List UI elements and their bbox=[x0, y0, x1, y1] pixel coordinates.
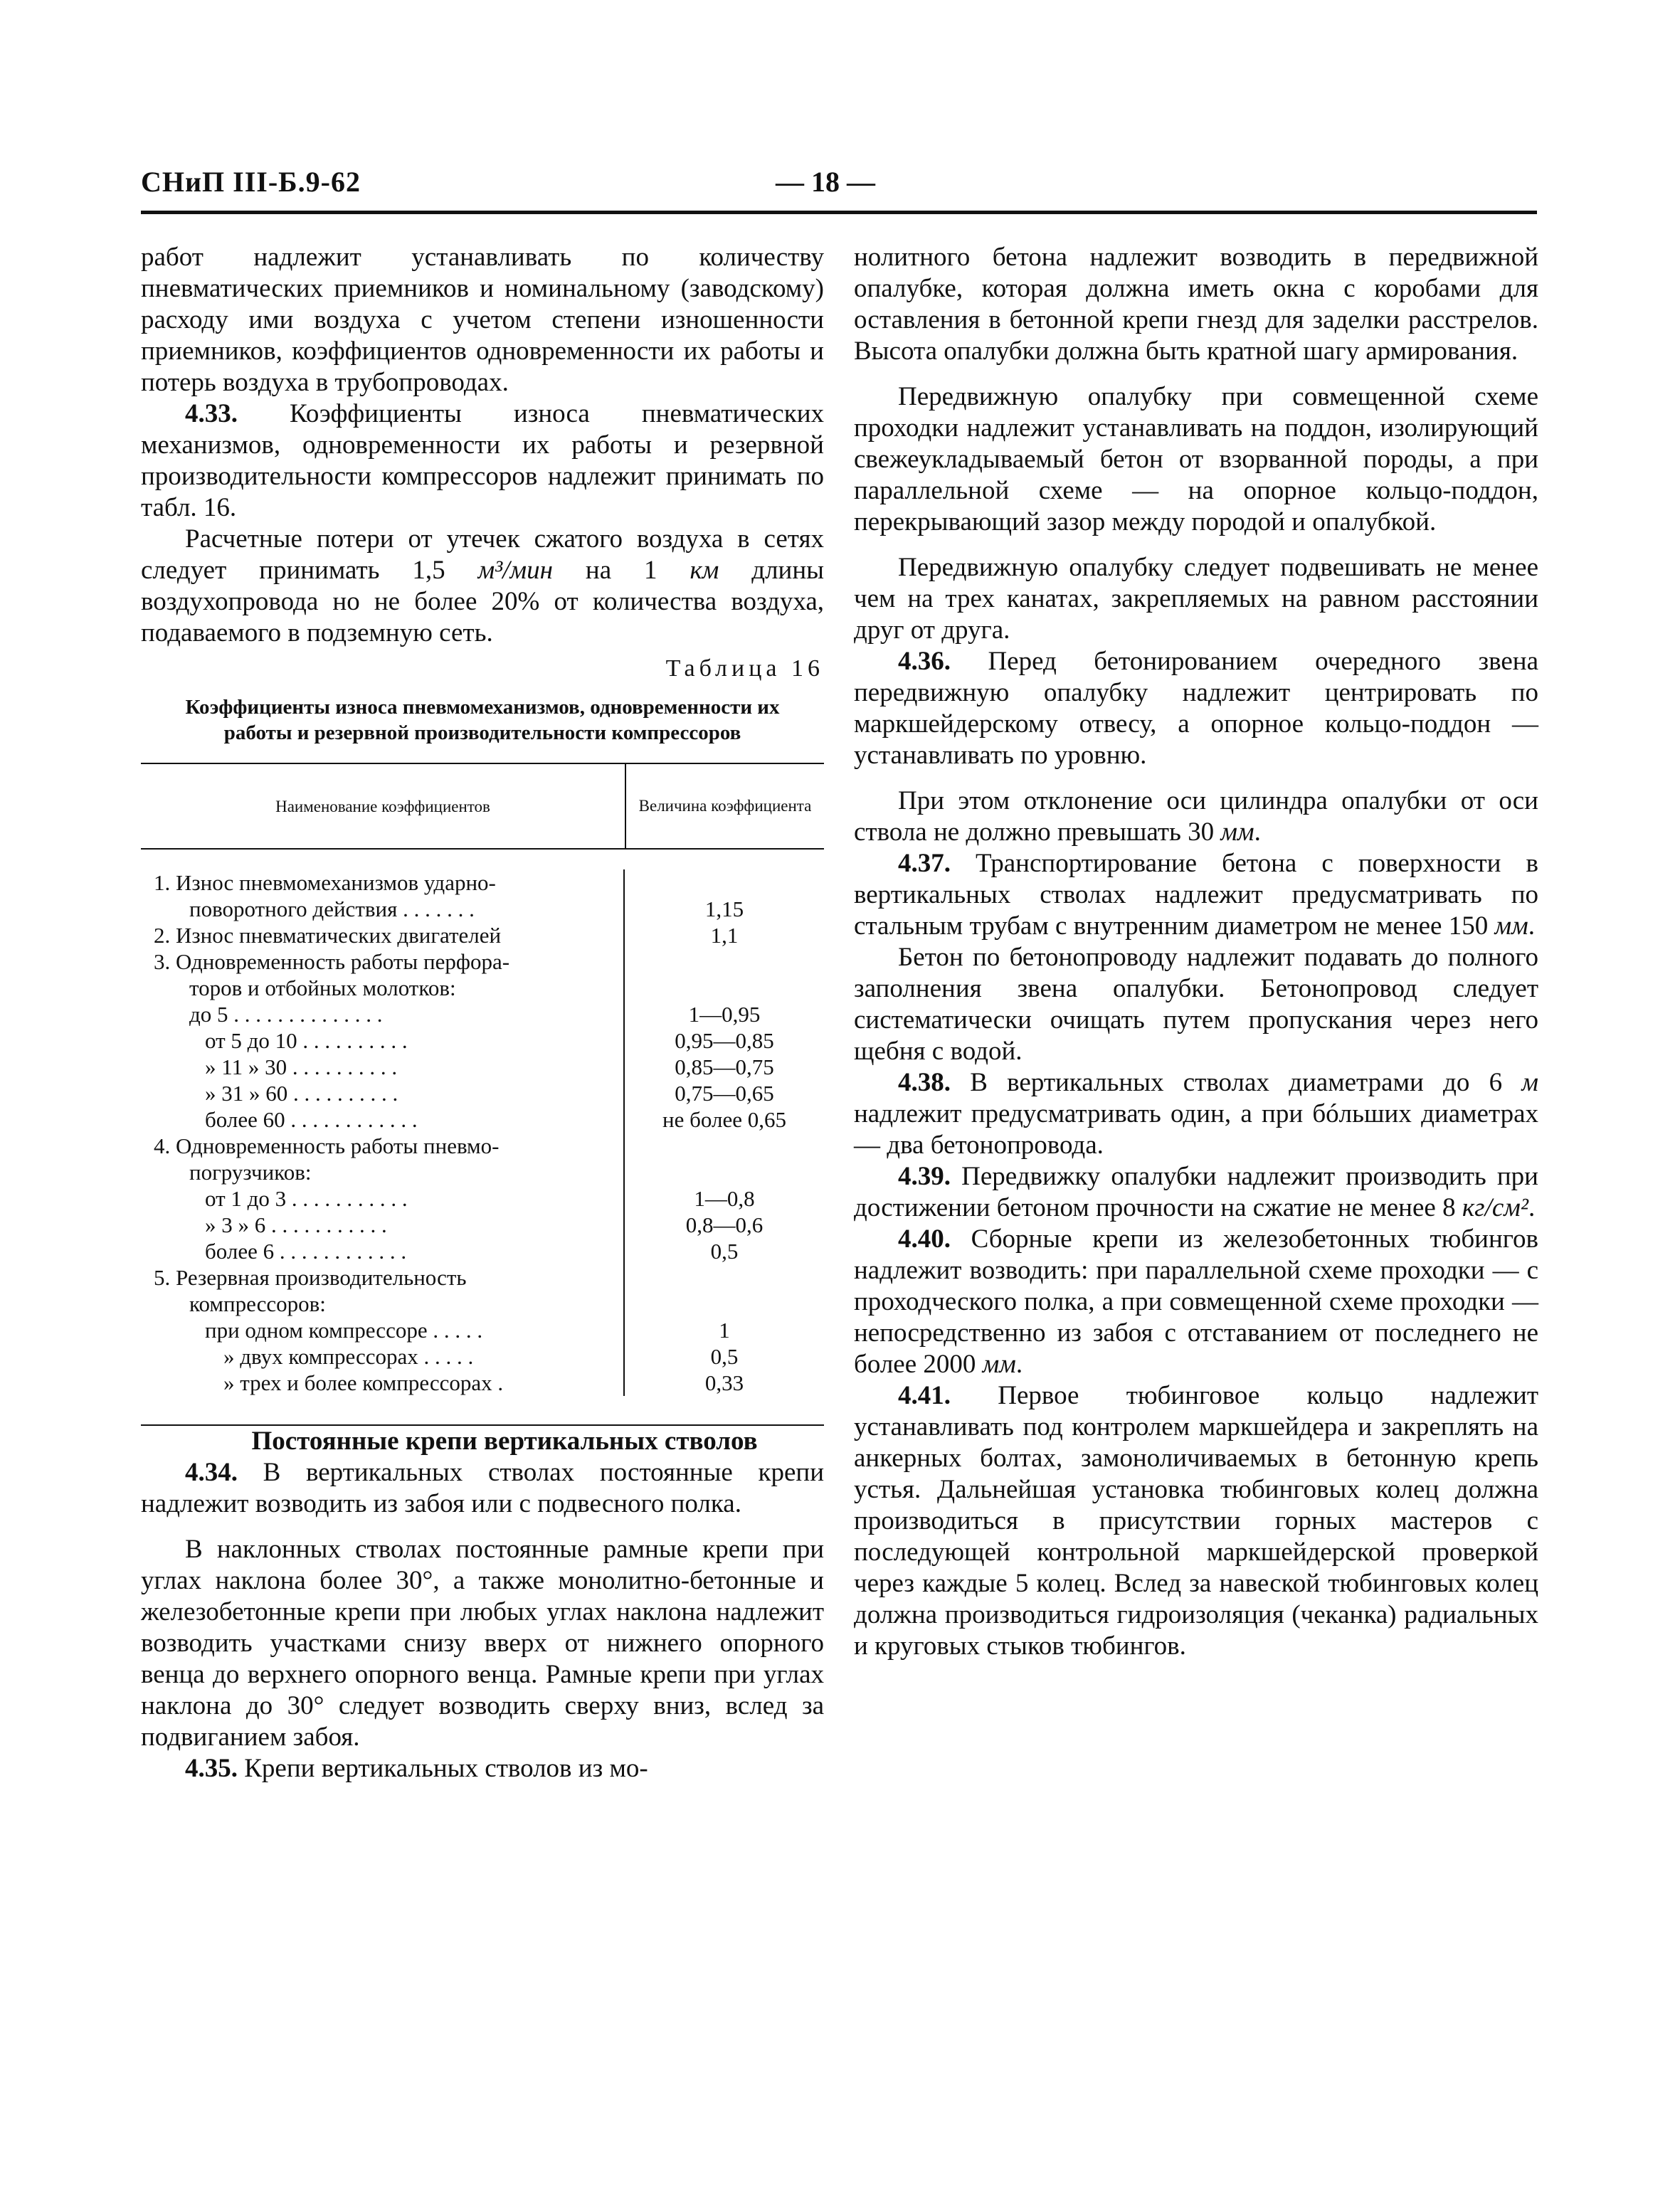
unit: м bbox=[1521, 1068, 1538, 1097]
document-code: СНиП III-Б.9-62 bbox=[141, 166, 361, 198]
page-number: — 18 — bbox=[776, 166, 875, 198]
clause-number: 4.40. bbox=[898, 1224, 951, 1254]
unit: мм bbox=[1494, 911, 1528, 941]
row-value bbox=[625, 1133, 824, 1159]
row-value: 0,85—0,75 bbox=[675, 1054, 774, 1079]
table-header bbox=[141, 764, 824, 850]
paragraph-text: Крепи вертикальных стволов из мо- bbox=[238, 1754, 648, 1783]
paragraph-text: надлежит предусматривать один, а при бóльших диаметрах — два бетонопровода. bbox=[854, 1099, 1538, 1160]
table-row bbox=[154, 948, 613, 975]
row-value bbox=[625, 948, 824, 975]
paragraph-4-37 bbox=[854, 848, 1538, 942]
table-row bbox=[154, 1080, 613, 1106]
left-column bbox=[141, 242, 824, 1784]
paragraph-4-35 bbox=[141, 1753, 824, 1784]
paragraph-text: Первое тюбинговое кольцо надлежит устанавливать под контролем маркшейдера и закреплять на анкерных болтах, замоноличиваемых в бетонную крепь устья. Дальнейшая установка тюбинговых колец должна производиться в присутствии горных мастеров с последующей контрольной маркшейдерской проверкой через каждые 5 колец. Вслед за навеской тюбинговых колец должна производиться гидроизоляция (чеканка) радиальных и круговых стыков тюбингов. bbox=[854, 1381, 1538, 1661]
paragraph-text: . bbox=[1254, 818, 1261, 847]
column-header-name: Наименование коэффициентов bbox=[141, 764, 626, 848]
row-value: 1 bbox=[719, 1318, 730, 1343]
row-label: » 31 » 60 . . . . . . . . . . bbox=[205, 1081, 398, 1106]
table-row bbox=[154, 1291, 613, 1317]
table-row bbox=[154, 1159, 613, 1185]
clause-number: 4.33. bbox=[185, 399, 238, 428]
paragraph-text: длины воздухопровода но не более 20% от количества воздуха, подаваемого в подземную сеть. bbox=[141, 556, 825, 647]
unit: км bbox=[690, 556, 719, 585]
row-label: » 3 » 6 . . . . . . . . . . . bbox=[205, 1212, 387, 1237]
row-value bbox=[625, 1159, 824, 1185]
paragraph-4-33 bbox=[141, 398, 824, 524]
row-label: поворотного действия . . . . . . . bbox=[189, 896, 475, 921]
unit: кг/см² bbox=[1462, 1193, 1528, 1222]
table-body bbox=[141, 850, 824, 1424]
table-values-column bbox=[625, 869, 824, 1396]
table-row bbox=[154, 869, 613, 896]
paragraph: Передвижную опалубку при совмещенной схеме проходки надлежит устанавливать на поддон, изолирующий свежеукладываемый бетон от взорванной породы, а при параллельной схеме — на опорное кольцо-поддон, перекрывающий зазор между породой и опалубкой. bbox=[854, 382, 1538, 536]
table-row bbox=[154, 1370, 613, 1396]
table-label: Таблица 16 bbox=[665, 655, 824, 682]
table-row bbox=[154, 1001, 613, 1027]
paragraph: работ надлежит устанавливать по количеству пневматических приемников и номинальному (заводскому) расходу ими воздуха с учетом степени изношенности приемников, коэффициентов одновременности их работы и потерь воздуха в трубопроводах. bbox=[141, 243, 824, 397]
table-row bbox=[154, 1133, 613, 1159]
paragraph-text: . bbox=[1528, 1193, 1536, 1222]
row-label: » трех и более компрессорах . bbox=[223, 1370, 504, 1395]
table-row bbox=[154, 1212, 613, 1238]
row-label: от 1 до 3 . . . . . . . . . . . bbox=[205, 1186, 408, 1211]
paragraph-4-41 bbox=[854, 1380, 1538, 1662]
row-label: от 5 до 10 . . . . . . . . . . bbox=[205, 1028, 408, 1053]
table-row bbox=[154, 1054, 613, 1080]
paragraph-text: Коэффициенты износа пневматических механизмов, одновременности их работы и резервной производительности компрессоров надлежит принимать по табл. 16. bbox=[141, 399, 824, 522]
paragraph: В наклонных стволах постоянные рамные крепи при углах наклона более 30°, а также монолитно-бетонные и железобетонные крепи при любых углах наклона надлежит возводить участками снизу вверх от нижнего опорного венца до верхнего опорного венца. Рамные крепи при углах наклона до 30° следует возводить сверху вниз, вслед за подвиганием забоя. bbox=[141, 1535, 824, 1752]
paragraph-4-36 bbox=[854, 646, 1538, 771]
table-row bbox=[154, 975, 613, 1001]
paragraph-text: В вертикальных стволах постоянные крепи надлежит возводить из забоя или с подвесного полка. bbox=[141, 1458, 824, 1518]
unit: мм bbox=[1220, 818, 1254, 847]
row-value: 1—0,8 bbox=[694, 1186, 755, 1211]
table-labels-column bbox=[141, 869, 625, 1396]
coefficients-table bbox=[141, 763, 824, 1426]
paragraph: Передвижную опалубку следует подвешивать не менее чем на трех канатах, закрепляемых на равном расстоянии друг от друга. bbox=[854, 553, 1538, 645]
row-value: 1,1 bbox=[710, 923, 739, 948]
row-label: 3. Одновременность работы перфора- bbox=[154, 949, 510, 974]
paragraph-4-40 bbox=[854, 1224, 1538, 1380]
right-column bbox=[854, 242, 1538, 1662]
row-label: торов и отбойных молотков: bbox=[189, 975, 456, 1000]
table-row bbox=[154, 1185, 613, 1212]
row-label: » 11 » 30 . . . . . . . . . . bbox=[205, 1054, 398, 1079]
row-label: компрессоров: bbox=[189, 1291, 326, 1316]
row-label: погрузчиков: bbox=[189, 1160, 312, 1185]
table-row bbox=[154, 1317, 613, 1343]
row-value bbox=[625, 1264, 824, 1291]
row-value: 0,75—0,65 bbox=[675, 1081, 774, 1106]
paragraph-text: Сборные крепи из железобетонных тюбингов надлежит возводить: при параллельной схеме проходки — с проходческого полка, а при совмещенной схеме проходки — непосредственно из забоя с отставанием от последнего не более 2000 bbox=[854, 1224, 1538, 1379]
table-row bbox=[154, 896, 613, 922]
paragraph bbox=[854, 785, 1538, 848]
clause-number: 4.36. bbox=[898, 647, 951, 676]
row-value: 0,5 bbox=[710, 1239, 739, 1264]
paragraph bbox=[141, 524, 824, 649]
table-title: Коэффициенты износа пневмомеханизмов, одновременности их работы и резервной производительности компрессоров bbox=[185, 696, 780, 744]
paragraph: Бетон по бетонопроводу надлежит подавать до полного заполнения звена опалубки. Бетонопровод следует систематически очищать путем пропускания через него щебня с водой. bbox=[854, 943, 1538, 1066]
header-rule bbox=[141, 211, 1537, 214]
clause-number: 4.34. bbox=[185, 1458, 238, 1487]
table-row bbox=[154, 1343, 613, 1370]
clause-number: 4.41. bbox=[898, 1381, 951, 1410]
table-row bbox=[154, 1238, 613, 1264]
row-value: 0,8—0,6 bbox=[685, 1212, 764, 1237]
row-label: более 6 . . . . . . . . . . . . bbox=[205, 1239, 407, 1264]
paragraph-text: . bbox=[1015, 1350, 1023, 1379]
clause-number: 4.38. bbox=[898, 1068, 951, 1097]
row-value: 1,15 bbox=[704, 896, 744, 921]
paragraph-text: Транспортирование бетона с поверхности в вертикальных стволах надлежит предусматривать по стальным трубам с внутренним диаметром не менее 150 bbox=[854, 849, 1538, 941]
row-label: 2. Износ пневматических двигателей bbox=[154, 923, 502, 948]
paragraph-text: В вертикальных стволах диаметрами до 6 bbox=[951, 1068, 1522, 1097]
row-label: до 5 . . . . . . . . . . . . . . bbox=[189, 1002, 383, 1027]
row-value bbox=[625, 1291, 824, 1317]
paragraph-text: Перед бетонированием очередного звена передвижную опалубку надлежит центрировать по маркшейдерскому отвесу, а опорное кольцо-поддон — устанавливать по уровню. bbox=[854, 647, 1538, 770]
clause-number: 4.39. bbox=[898, 1162, 951, 1191]
column-header-value: Величина коэффициента bbox=[638, 797, 812, 815]
row-label: 4. Одновременность работы пневмо- bbox=[154, 1133, 500, 1158]
row-label: » двух компрессорах . . . . . bbox=[223, 1344, 474, 1369]
paragraph-text: на 1 bbox=[553, 556, 690, 585]
paragraph-text: При этом отклонение оси цилиндра опалубки от оси ствола не должно превышать 30 bbox=[854, 786, 1538, 847]
paragraph-4-38 bbox=[854, 1067, 1538, 1161]
unit: м³/мин bbox=[477, 556, 554, 585]
paragraph-4-39 bbox=[854, 1161, 1538, 1224]
row-value: не более 0,65 bbox=[662, 1107, 786, 1132]
paragraph-text: Расчетные потери от утечек сжатого воздуха в сетях следует принимать 1,5 bbox=[141, 524, 824, 585]
table-row bbox=[154, 1106, 613, 1133]
table-row bbox=[154, 1027, 613, 1054]
row-label: 5. Резервная производительность bbox=[154, 1265, 467, 1290]
paragraph-text: . bbox=[1528, 911, 1535, 941]
section-heading: Постоянные крепи вертикальных стволов bbox=[251, 1427, 758, 1456]
row-value: 1—0,95 bbox=[688, 1002, 761, 1027]
clause-number: 4.37. bbox=[898, 849, 951, 878]
paragraph: нолитного бетона надлежит возводить в передвижной опалубке, которая должна иметь окна с коробами для оставления в бетонной крепи гнезд для заделки расстрелов. Высота опалубки должна быть кратной шагу армирования. bbox=[854, 243, 1538, 366]
unit: мм bbox=[982, 1350, 1016, 1379]
row-value bbox=[625, 869, 824, 896]
clause-number: 4.35. bbox=[185, 1754, 238, 1783]
table-row bbox=[154, 1264, 613, 1291]
paragraph-text: Передвижку опалубки надлежит производить при достижении бетоном прочности на сжатие не менее 8 bbox=[854, 1162, 1538, 1222]
row-value: 0,5 bbox=[710, 1344, 739, 1369]
row-label: 1. Износ пневмомеханизмов ударно- bbox=[154, 870, 496, 895]
row-value: 0,33 bbox=[704, 1370, 744, 1395]
paragraph-4-34 bbox=[141, 1457, 824, 1520]
row-label: более 60 . . . . . . . . . . . . bbox=[205, 1107, 418, 1132]
row-value bbox=[625, 975, 824, 1001]
row-label: при одном компрессоре . . . . . bbox=[205, 1318, 483, 1343]
table-row bbox=[154, 922, 613, 948]
row-value: 0,95—0,85 bbox=[675, 1028, 774, 1053]
